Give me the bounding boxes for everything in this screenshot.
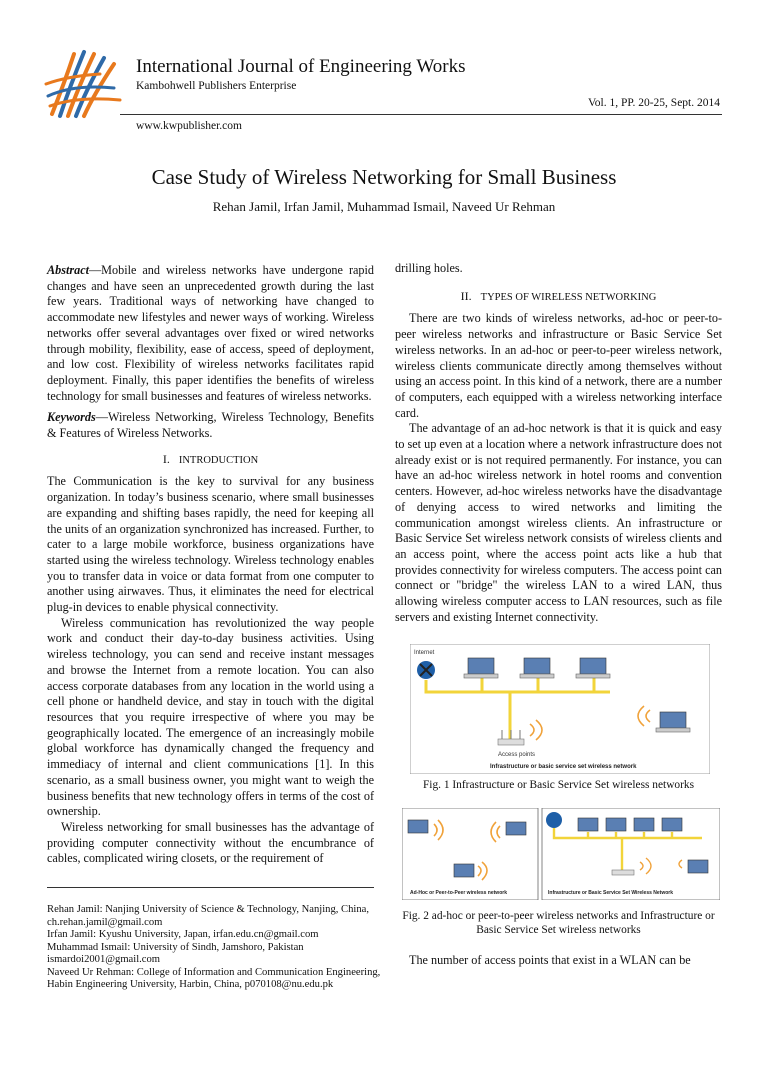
paper-title: Case Study of Wireless Networking for Small Business — [151, 165, 617, 189]
footnote-line: Muhammad Ismail: University of Sindh, Jamshoro, Pakistan — [47, 941, 304, 953]
right-column — [395, 261, 722, 625]
abstract-text: —Mobile and wireless networks have undergone rapid changes and have seen an unprecedented growth during the last few years. Traditional ways of networking have changed to accommodate new lifestyles and newer ways of working. Wireless networks offer several advantages over fixed or wired networks through mobility, flexibility, ease of access, speed of deployment, and low cost. Flexibility of wireless networks facilitates rapid deployment. Finally, this paper identifies the benefits of wireless technology for small businesses and features of wireless networks. — [47, 263, 374, 403]
footnote-line: ch.rehan.jamil@gmail.com — [47, 916, 163, 928]
footnote-line: ismardoi2001@gmail.com — [47, 954, 161, 965]
figure-1-infrastructure-diagram — [410, 644, 710, 774]
intro-paragraph-3: Wireless networking for small businesses has the advantage of providing computer connectivity without the encumbrance of cables, complicated wiring closets, or the requirement of — [47, 819, 374, 866]
abstract — [47, 263, 374, 404]
author-footnotes — [47, 904, 387, 992]
types-paragraph-3: The number of access points that exist in a WLAN can be — [409, 953, 691, 967]
footnote-divider — [47, 887, 374, 888]
fig2-infrastructure-label: Infrastructure or Basic Service Set Wireless Network — [548, 890, 674, 896]
figure-2-network-comparison — [402, 808, 720, 900]
types-paragraph-2: The advantage of an ad-hoc network is that it is quick and easy to set up even at a location where a network infrastructure does not already exist or is not required permanently. For instance, you can have an ad-hoc wireless network in hotel rooms and convention centers. However, ad-hoc wireless networks have the disadvantage of denying access to wired networks and limiting the communication amongst wireless clients. An infrastructure or Basic Service Set wireless network consists of wireless clients and an access point, where the access point acts like a hub that provides connectivity for wireless computers. The access point can connect or "bridge" the wireless LAN to a wired LAN, thus allowing wireless computer access to LAN resources, such as file servers and existing Internet connectivity. — [395, 421, 722, 624]
footnote-line: Rehan Jamil: Nanjing University of Science & Technology, Nanjing, China, — [47, 904, 370, 915]
figure-2-caption: Fig. 2 ad-hoc or peer-to-peer wireless networks and Infrastructure or Basic Service Set wireless networks — [402, 910, 715, 936]
fig1-internet-label: Internet — [414, 650, 435, 656]
keywords-text: —Wireless Networking, Wireless Technology, Benefits & Features of Wireless Networks. — [47, 410, 374, 441]
website-link[interactable]: www.kwpublisher.com — [136, 120, 242, 132]
intro-paragraph-3-continued: drilling holes. — [395, 261, 463, 275]
globe-icon — [546, 812, 562, 828]
fig2-adhoc-label: Ad-Hoc or Peer-to-Peer wireless network — [410, 890, 507, 896]
types-paragraph-1: There are two kinds of wireless networks, ad-hoc or peer-to-peer wireless networks and infrastructure or Basic Service Set wireless networks. In an ad-hoc or peer-to-peer wireless network, wireless clients communicate directly among themselves without using an access point. In this kind of a network, there are a number of computers, each equipped with a wireless networking interface card. — [395, 311, 722, 420]
volume-info: Vol. 1, PP. 20-25, Sept. 2014 — [587, 97, 720, 109]
keywords — [47, 410, 374, 441]
paper-authors: Rehan Jamil, Irfan Jamil, Muhammad Ismail, Naveed Ur Rehman — [212, 199, 556, 214]
keywords-label: Keywords — [47, 410, 96, 425]
footnote-line: Habin Engineering University, Harbin, China, p070108@nu.edu.pk — [47, 979, 334, 990]
footnote-line: Irfan Jamil: Kyushu University, Japan, irfan.edu.cn@gmail.com — [47, 929, 319, 940]
footnote-line: Naveed Ur Rehman: College of Information and Communication Engineering, — [47, 966, 381, 978]
journal-title: International Journal of Engineering Works — [136, 56, 466, 77]
publisher-name: Kambohwell Publishers Enterprise — [136, 80, 297, 92]
abstract-label: Abstract — [47, 263, 89, 277]
fig1-access-points-label: Access points — [498, 752, 536, 758]
header-divider — [120, 114, 722, 115]
figure-1-caption: Fig. 1 Infrastructure or Basic Service Set wireless networks — [422, 779, 695, 791]
intro-paragraph-1: The Communication is the key to survival for any business organization. In today’s business scenario, where small businesses are expanding and shifting bases rapidly, the need for keeping all the units of an organization synchronized has increased. Further, to cater to a large mobile workforce, business organizations have started using the wireless technology. Wireless technology enables you to transfer data in voice or data format from one computer to another using airwaves. Thus, it eliminates the need for electrical plug-in devices to enable physical connectivity. — [47, 474, 374, 615]
intro-paragraph-2: Wireless communication has revolutionized the way people work and conduct their day-to-day business activities. Using wireless technology, you can send and receive instant messages and browse the Internet from a remote location. You can also access corporate databases from any location in the world using a cell phone or handheld device, and stay in touch with the digital resources that you require irrespective of where you may be geographically located. The emergence of an increasingly mobile global workforce has dynamically changed the frequency and immediacy of internal and client communications [1]. In this scenario, as a small business owner, you might want to weigh the business benefits that new technology offers in terms of the cost of ownership. — [47, 615, 374, 819]
section-heading-introduction: I. INTRODUCTION — [162, 451, 259, 466]
journal-logo-icon — [44, 44, 130, 120]
fig1-title-label: Infrastructure or basic service set wireless network — [490, 764, 637, 770]
left-column — [47, 263, 374, 867]
access-point-icon — [498, 739, 524, 745]
section-heading-types: II. TYPES OF WIRELESS NETWORKING — [460, 288, 657, 303]
